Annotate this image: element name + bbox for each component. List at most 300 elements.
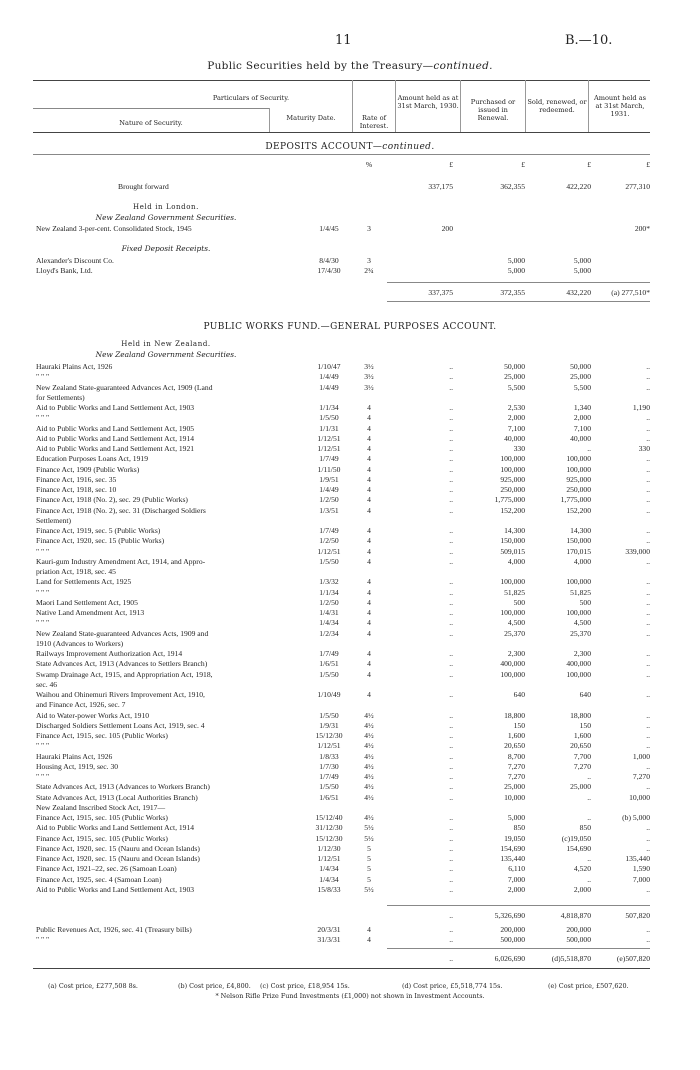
cell-date: 1/6/51 bbox=[319, 792, 339, 802]
cell-purchased: 40,000 bbox=[504, 433, 525, 443]
cell-sold: 500 bbox=[579, 597, 591, 607]
cell-date: 1/12/51 bbox=[317, 546, 341, 556]
table-row bbox=[36, 444, 650, 454]
cell-rate: 4 bbox=[367, 659, 371, 669]
cell-rate: 4 bbox=[367, 669, 371, 679]
cell-held: .. bbox=[449, 556, 453, 566]
cell-date: 1/7/49 bbox=[319, 649, 339, 658]
cell-date: 1/4/34 bbox=[319, 864, 339, 874]
cell-purchased: 8,700 bbox=[507, 751, 525, 761]
page-number: 11 bbox=[335, 33, 352, 48]
cell-purchased: 2,530 bbox=[507, 403, 525, 412]
cell-name: Finance Act, 1920, sec. 15 (Nauru and Ocean Islands) bbox=[36, 854, 200, 863]
cell-held: .. bbox=[449, 444, 453, 453]
cell-amount: .. bbox=[646, 690, 650, 699]
cell-sold: 4,000 bbox=[573, 556, 591, 566]
table-row bbox=[36, 731, 650, 741]
cell-purchased: 18,800 bbox=[504, 710, 525, 720]
cell-sold: 4,818,870 bbox=[560, 911, 591, 920]
cell-purchased: 100,000 bbox=[500, 464, 525, 474]
cell-name: sec. 46 bbox=[36, 679, 58, 689]
cell-amount: 330 bbox=[638, 444, 650, 453]
table-row bbox=[36, 618, 650, 628]
table-row bbox=[36, 506, 650, 516]
cell-rate: 4 bbox=[367, 536, 371, 546]
table-row bbox=[36, 567, 650, 577]
deposits-total-bottom-rule bbox=[387, 301, 650, 302]
cell-amount: .. bbox=[646, 505, 650, 515]
cell-amount: .. bbox=[646, 925, 650, 934]
footnote-b: (b) Cost price, £4,800. bbox=[178, 982, 251, 990]
cell-date: 1/6/51 bbox=[319, 659, 339, 669]
table-row bbox=[36, 864, 650, 874]
table-row bbox=[36, 588, 650, 598]
cell-sold: 2,000 bbox=[573, 413, 591, 423]
cell-held: .. bbox=[449, 454, 453, 464]
cell-held: .. bbox=[449, 690, 453, 699]
cell-amount: 7,000 bbox=[632, 874, 650, 884]
cell-date: 15/12/40 bbox=[315, 813, 343, 822]
cell-sold: 1,775,000 bbox=[560, 495, 591, 505]
cell-purchased: 5,000 bbox=[507, 256, 525, 265]
cell-rate: 4½ bbox=[364, 782, 374, 792]
unit-purchased: £ bbox=[521, 160, 525, 169]
table-row bbox=[36, 547, 650, 557]
cell-rate: 4½ bbox=[364, 761, 374, 771]
table-row bbox=[36, 495, 650, 505]
cell-amount: .. bbox=[646, 454, 650, 464]
cell-amount: (a) 277,510* bbox=[611, 288, 650, 297]
cell-sold: (c)19,050 bbox=[561, 833, 591, 843]
cell-rate: 4½ bbox=[364, 741, 374, 751]
cell-rate: 4 bbox=[367, 628, 371, 638]
table-row bbox=[36, 690, 650, 700]
cell-date: 1/2/50 bbox=[319, 495, 339, 505]
table-row bbox=[36, 485, 650, 495]
cell-amount: .. bbox=[646, 362, 650, 371]
held-in-nz: Held in New Zealand. bbox=[121, 340, 211, 348]
cell-date: 1/9/51 bbox=[319, 474, 339, 484]
cell-purchased: 6,110 bbox=[508, 864, 525, 874]
cell-rate: 4 bbox=[367, 587, 371, 597]
brought-forward-row bbox=[36, 182, 650, 192]
deposits-total-rule bbox=[387, 282, 650, 283]
cell-name: " " " bbox=[36, 587, 50, 597]
col-held: Amount held as at 31st March, 1930. bbox=[397, 94, 459, 110]
cell-sold: 100,000 bbox=[566, 669, 591, 679]
cell-rate: 4 bbox=[367, 464, 371, 474]
table-row bbox=[36, 557, 650, 567]
cell-held: .. bbox=[449, 597, 453, 607]
cell-purchased: 4,500 bbox=[507, 618, 525, 628]
cell-sold: (d)5,518,870 bbox=[551, 954, 591, 963]
cell-held: .. bbox=[449, 526, 453, 535]
cell-amount: .. bbox=[646, 935, 650, 944]
cell-amount: .. bbox=[646, 597, 650, 607]
cell-sold: 25,000 bbox=[570, 372, 591, 382]
cell-date: 1/7/30 bbox=[319, 761, 339, 771]
cell-name: Finance Act, 1909 (Public Works) bbox=[36, 464, 140, 474]
cell-rate: 4 bbox=[367, 935, 371, 944]
cell-purchased: 25,370 bbox=[504, 628, 525, 638]
cell-date: 1/12/30 bbox=[317, 843, 341, 853]
cell-sold: 1,340 bbox=[573, 403, 591, 412]
cell-name: Finance Act, 1920, sec. 15 (Public Works) bbox=[36, 536, 165, 546]
cell-rate: 4½ bbox=[364, 710, 374, 720]
table-row bbox=[36, 741, 650, 751]
cell-purchased: 5,000 bbox=[507, 813, 525, 822]
cell-name: Finance Act, 1921–22, sec. 26 (Samoan Loan) bbox=[36, 864, 177, 874]
cell-amount: .. bbox=[646, 731, 650, 740]
col-divider bbox=[588, 80, 589, 132]
cell-name: " " " bbox=[36, 372, 50, 382]
cell-sold: 7,270 bbox=[573, 761, 591, 771]
cell-name: State Advances Act, 1913 (Local Authorities Branch) bbox=[36, 792, 198, 802]
cell-date: 8/4/30 bbox=[319, 256, 339, 265]
cell-name: priation Act, 1918, sec. 45 bbox=[36, 567, 116, 576]
table-row bbox=[36, 854, 650, 864]
cell-held: .. bbox=[449, 782, 453, 792]
table-row bbox=[36, 711, 650, 721]
footnote-d: (d) Cost price, £5,518,774 15s. bbox=[402, 982, 503, 990]
cell-held: .. bbox=[449, 474, 453, 484]
cell-purchased: 1,775,000 bbox=[494, 495, 525, 505]
cell-date: 15/12/30 bbox=[315, 731, 343, 740]
cell-amount: .. bbox=[646, 741, 650, 751]
total-rule bbox=[387, 948, 650, 949]
table-row bbox=[36, 782, 650, 792]
cell-date: 1/5/50 bbox=[319, 710, 339, 720]
cell-date: 1/2/50 bbox=[319, 536, 339, 546]
table-title bbox=[0, 60, 700, 72]
cell-rate: 3½ bbox=[364, 382, 374, 392]
subtotal-rule bbox=[387, 905, 650, 906]
table-row bbox=[36, 393, 650, 403]
cell-name: Native Land Amendment Act, 1913 bbox=[36, 608, 145, 617]
cell-sold: 154,690 bbox=[566, 843, 591, 853]
cell-name: " " " bbox=[36, 546, 50, 556]
cell-purchased: 5,326,690 bbox=[494, 911, 525, 920]
header-top-rule bbox=[33, 80, 650, 81]
cell-date: 1/7/49 bbox=[319, 526, 339, 535]
cell-name: Housing Act, 1919, sec. 30 bbox=[36, 761, 119, 771]
cell-rate: 2¾ bbox=[364, 266, 374, 275]
cell-sold: 925,000 bbox=[566, 474, 591, 484]
cell-sold: 100,000 bbox=[566, 577, 591, 587]
cell-name: Education Purposes Loans Act, 1919 bbox=[36, 454, 148, 464]
cell-rate: 4 bbox=[367, 423, 371, 433]
unit-rate: % bbox=[365, 160, 373, 169]
cell-rate: 4½ bbox=[364, 792, 374, 802]
cell-purchased: 850 bbox=[513, 823, 525, 833]
cell-rate: 5 bbox=[367, 843, 371, 853]
cell-held: .. bbox=[449, 413, 453, 423]
cell-amount: .. bbox=[646, 710, 650, 720]
pwf-heading: PUBLIC WORKS FUND.—GENERAL PURPOSES ACCOUNT. bbox=[203, 322, 497, 332]
cell-sold: 50,000 bbox=[570, 362, 591, 371]
cell-rate: 5 bbox=[367, 854, 371, 863]
table-row bbox=[36, 403, 650, 413]
cell-held: .. bbox=[449, 935, 453, 944]
cell-amount: .. bbox=[646, 884, 650, 894]
cell-sold: 14,300 bbox=[570, 526, 591, 535]
unit-held: £ bbox=[449, 160, 453, 169]
cell-purchased: 4,000 bbox=[507, 556, 525, 566]
table-row bbox=[36, 935, 650, 945]
table-bottom-rule bbox=[33, 968, 650, 969]
cell-held: .. bbox=[449, 362, 453, 371]
col-divider bbox=[525, 80, 526, 132]
cell-rate: 4½ bbox=[364, 720, 374, 730]
cell-purchased: 25,000 bbox=[504, 782, 525, 792]
cell-amount: 507,820 bbox=[625, 911, 650, 920]
cell-sold: 5,000 bbox=[573, 256, 591, 265]
cell-purchased: 500 bbox=[513, 597, 525, 607]
cell-date: 1/10/49 bbox=[317, 690, 341, 699]
cell-amount: .. bbox=[646, 823, 650, 833]
table-row bbox=[36, 834, 650, 844]
table-row bbox=[36, 925, 650, 935]
cell-purchased: 5,500 bbox=[507, 382, 525, 392]
cell-purchased: 150 bbox=[513, 720, 525, 730]
table-row bbox=[36, 803, 650, 813]
footnote-star: * Nelson Rifle Prize Fund Investments (£1,000) not shown in Investment Accounts. bbox=[215, 992, 485, 1000]
cell-sold: 640 bbox=[579, 690, 591, 699]
cell-amount: .. bbox=[646, 556, 650, 566]
cell-date: 1/1/31 bbox=[319, 423, 339, 433]
cell-sold: 7,100 bbox=[573, 423, 591, 433]
cell-purchased: 135,440 bbox=[500, 854, 525, 863]
cell-name: Finance Act, 1915, sec. 105 (Public Works) bbox=[36, 833, 168, 843]
cell-purchased: 7,100 bbox=[507, 423, 525, 433]
cell-purchased: 25,000 bbox=[504, 372, 525, 382]
cell-sold: 170,015 bbox=[566, 546, 591, 556]
cell-name: and Finance Act, 1926, sec. 7 bbox=[36, 700, 126, 710]
cell-date: 31/12/30 bbox=[315, 823, 343, 833]
cell-sold: 4,520 bbox=[573, 864, 591, 874]
cell-name: Lloyd's Bank, Ltd. bbox=[36, 266, 93, 275]
deposits-heading-cont: continued. bbox=[382, 142, 435, 152]
table-row bbox=[36, 372, 650, 382]
cell-sold: 40,000 bbox=[570, 433, 591, 443]
table-row bbox=[36, 413, 650, 423]
cell-rate: 4 bbox=[367, 526, 371, 535]
cell-name: " " " bbox=[36, 618, 50, 628]
cell-held: .. bbox=[449, 911, 453, 920]
cell-sold: 422,220 bbox=[566, 182, 591, 191]
cell-rate: 4 bbox=[367, 474, 371, 484]
cell-name: New Zealand 3-per-cent. Consolidated Stock, 1945 bbox=[36, 224, 192, 233]
cell-amount: .. bbox=[646, 833, 650, 843]
cell-rate: 3 bbox=[367, 224, 371, 233]
table-row bbox=[36, 813, 650, 823]
cell-purchased: 1,600 bbox=[507, 731, 525, 740]
cell-name: Finance Act, 1916, sec. 35 bbox=[36, 474, 117, 484]
cell-date: 1/8/33 bbox=[319, 751, 339, 761]
cell-date: 1/2/50 bbox=[319, 597, 339, 607]
cell-amount: .. bbox=[646, 720, 650, 730]
cell-rate: 4 bbox=[367, 649, 371, 658]
cell-name: Public Revenues Act, 1926, sec. 41 (Treasury bills) bbox=[36, 925, 192, 934]
cell-sold: .. bbox=[587, 772, 591, 781]
cell-name: " " " bbox=[36, 935, 50, 944]
cell-date: 1/3/51 bbox=[319, 505, 339, 515]
table-row bbox=[36, 680, 650, 690]
cell-held: .. bbox=[449, 751, 453, 761]
cell-amount: .. bbox=[646, 649, 650, 658]
cell-amount: .. bbox=[646, 659, 650, 669]
table-row bbox=[36, 721, 650, 731]
cell-held: .. bbox=[449, 792, 453, 802]
cell-rate: 5 bbox=[367, 864, 371, 874]
cell-held: .. bbox=[449, 659, 453, 669]
cell-sold: 25,370 bbox=[570, 628, 591, 638]
cell-amount: .. bbox=[646, 413, 650, 423]
table-row bbox=[36, 362, 650, 372]
particulars-rule bbox=[33, 108, 269, 109]
cell-amount: 277,310 bbox=[625, 182, 650, 191]
cell-name: Aid to Public Works and Land Settlement Act, 1905 bbox=[36, 423, 195, 433]
footnote-e: (e) Cost price, £507,620. bbox=[548, 982, 629, 990]
cell-rate: 4 bbox=[367, 577, 371, 587]
cell-held: .. bbox=[449, 464, 453, 474]
cell-name: New Zealand Inscribed Stock Act, 1917— bbox=[36, 802, 166, 812]
cell-amount: .. bbox=[646, 843, 650, 853]
cell-held: .. bbox=[449, 669, 453, 679]
table-row bbox=[36, 608, 650, 618]
cell-purchased: 2,300 bbox=[507, 649, 525, 658]
cell-sold: 25,000 bbox=[570, 782, 591, 792]
cell-amount: 1,590 bbox=[632, 864, 650, 874]
cell-date: 1/5/50 bbox=[319, 669, 339, 679]
cell-held: .. bbox=[449, 843, 453, 853]
cell-name: " " " bbox=[36, 741, 50, 751]
cell-purchased: 154,690 bbox=[500, 843, 525, 853]
cell-held: .. bbox=[449, 382, 453, 392]
cell-rate: 5½ bbox=[364, 833, 374, 843]
cell-date: 1/4/34 bbox=[319, 874, 339, 884]
cell-rate: 4 bbox=[367, 556, 371, 566]
table-row bbox=[36, 875, 650, 885]
cell-date: 1/4/34 bbox=[319, 618, 339, 628]
cell-held: .. bbox=[449, 854, 453, 863]
cell-rate: 4 bbox=[367, 403, 371, 412]
cell-name: Hauraki Plains Act, 1926 bbox=[36, 751, 113, 761]
cell-name: Aid to Public Works and Land Settlement Act, 1921 bbox=[36, 444, 195, 453]
cell-held: .. bbox=[449, 608, 453, 617]
cell-purchased: 7,270 bbox=[507, 772, 525, 781]
cell-name: Settlement) bbox=[36, 515, 72, 525]
cell-held: .. bbox=[449, 423, 453, 433]
cell-name: New Zealand State-guaranteed Advances Act, 1909 (Land bbox=[36, 382, 213, 392]
cell-held: .. bbox=[449, 731, 453, 740]
cell-name: State Advances Act, 1913 (Advances to Workers Branch) bbox=[36, 782, 210, 792]
deposits-rule bbox=[33, 154, 650, 155]
cell-date: 1/4/49 bbox=[319, 485, 339, 494]
fixed-deposit-heading: Fixed Deposit Receipts. bbox=[121, 244, 211, 253]
cell-purchased: 10,000 bbox=[504, 792, 525, 802]
cell-purchased: 2,000 bbox=[507, 884, 525, 894]
cell-held: .. bbox=[449, 833, 453, 843]
cell-held: .. bbox=[449, 823, 453, 833]
cell-sold: 100,000 bbox=[566, 608, 591, 617]
cell-rate: 4 bbox=[367, 925, 371, 934]
cell-rate: 5 bbox=[367, 874, 371, 884]
cell-date: 1/4/45 bbox=[319, 224, 339, 233]
cell-name: Aid to Public Works and Land Settlement Act, 1903 bbox=[36, 403, 195, 412]
cell-name: Finance Act, 1919, sec. 5 (Public Works) bbox=[36, 526, 161, 535]
cell-amount: .. bbox=[646, 618, 650, 628]
cell-sold: .. bbox=[587, 444, 591, 453]
cell-amount: 1,190 bbox=[632, 403, 650, 412]
cell-date: 1/5/50 bbox=[319, 556, 339, 566]
cell-held: .. bbox=[449, 954, 453, 963]
col-divider bbox=[395, 80, 396, 132]
cell-held: .. bbox=[449, 884, 453, 894]
cell-amount: 10,000 bbox=[629, 792, 650, 802]
col-divider bbox=[352, 80, 353, 132]
cell-amount: .. bbox=[646, 464, 650, 474]
cell-date: 1/7/49 bbox=[319, 772, 339, 781]
col-rate: Rate of Interest. bbox=[359, 114, 389, 130]
cell-held: 337,375 bbox=[428, 288, 453, 297]
cell-name: Land for Settlements Act, 1925 bbox=[36, 577, 132, 587]
cell-rate: 3 bbox=[367, 256, 371, 265]
cell-held: 337,175 bbox=[428, 182, 453, 191]
cell-amount: .. bbox=[646, 782, 650, 792]
alexander-row bbox=[36, 256, 650, 266]
cell-held: .. bbox=[449, 505, 453, 515]
cell-date: 31/3/31 bbox=[317, 935, 341, 944]
cell-amount: 200* bbox=[634, 224, 650, 233]
cell-held: .. bbox=[449, 874, 453, 884]
cell-name: Kauri-gum Industry Amendment Act, 1914, and Appro- bbox=[36, 556, 206, 566]
cell-sold: 250,000 bbox=[566, 485, 591, 494]
cell-amount: 7,270 bbox=[632, 772, 650, 781]
table-row bbox=[36, 639, 650, 649]
nz-gov-securities-london: New Zealand Government Securities. bbox=[95, 213, 237, 222]
col-divider bbox=[460, 80, 461, 132]
cell-date: 1/1/34 bbox=[319, 403, 339, 412]
cell-sold: 100,000 bbox=[566, 454, 591, 464]
cell-purchased: 100,000 bbox=[500, 454, 525, 464]
cell-held: .. bbox=[449, 618, 453, 628]
cell-sold: 432,220 bbox=[566, 288, 591, 297]
cell-rate: 4 bbox=[367, 454, 371, 464]
held-in-london: Held in London. bbox=[133, 203, 199, 211]
cell-held: .. bbox=[449, 813, 453, 822]
pwf-total-row bbox=[36, 954, 650, 964]
cell-purchased: 6,026,690 bbox=[494, 954, 525, 963]
cell-name: State Advances Act, 1913 (Advances to Settlers Branch) bbox=[36, 659, 208, 669]
cell-purchased: 250,000 bbox=[500, 485, 525, 494]
table-row bbox=[36, 454, 650, 464]
deposits-heading bbox=[0, 142, 700, 152]
cell-rate: 4 bbox=[367, 495, 371, 505]
cell-sold: .. bbox=[587, 874, 591, 884]
cell-held: .. bbox=[449, 536, 453, 546]
cell-date: 1/10/47 bbox=[317, 362, 341, 371]
cell-sold: 500,000 bbox=[566, 935, 591, 944]
table-row bbox=[36, 659, 650, 669]
title-cont: continued. bbox=[433, 60, 493, 72]
cell-held: .. bbox=[449, 372, 453, 382]
table-row bbox=[36, 516, 650, 526]
cell-purchased: 150,000 bbox=[500, 536, 525, 546]
cell-date: 1/5/50 bbox=[319, 782, 339, 792]
cell-rate: 4 bbox=[367, 485, 371, 494]
cell-purchased: 100,000 bbox=[500, 577, 525, 587]
